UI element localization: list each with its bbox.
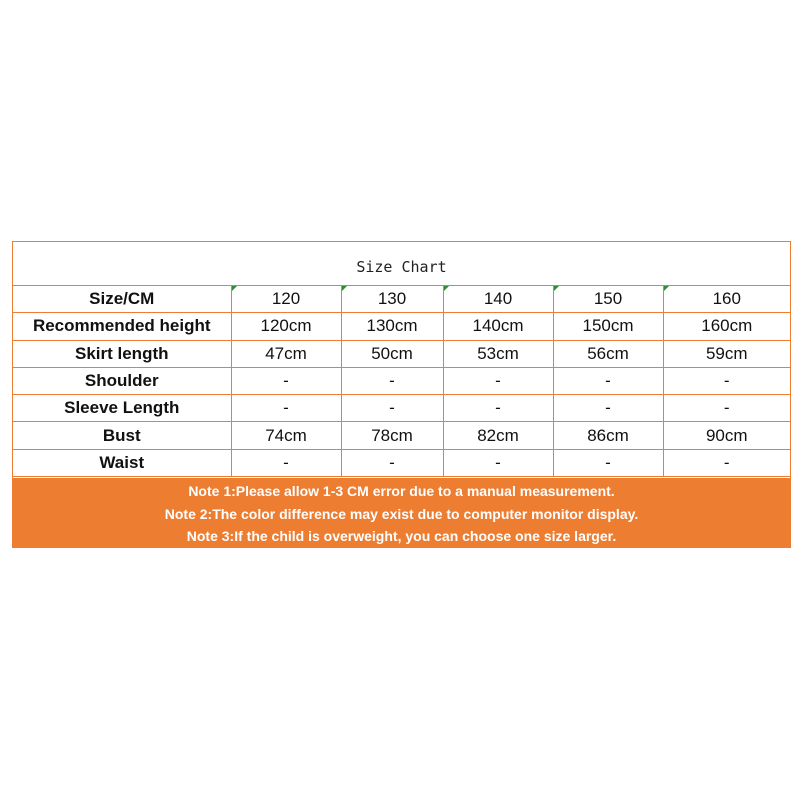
table-row-bust [13, 422, 790, 449]
table-cell: - [341, 367, 443, 394]
note-2: Note 2:The color difference may exist due to computer monitor display. [164, 505, 639, 522]
cell-corner-marker [232, 286, 237, 291]
table-cell: - [663, 395, 790, 422]
table-cell: 90cm [663, 422, 790, 449]
table-cell: - [341, 449, 443, 476]
cell-corner-marker [444, 286, 449, 291]
table-cell: - [231, 449, 341, 476]
table-cell: 59cm [663, 340, 790, 367]
table-cell: 120 [271, 289, 301, 309]
table-cell: 160cm [663, 313, 790, 340]
cell-corner-marker [554, 286, 559, 291]
table-cell: - [231, 395, 341, 422]
table-cell: 140cm [443, 313, 553, 340]
table-cell: 130cm [341, 313, 443, 340]
table-cell: 140 [483, 289, 513, 309]
row-label: Shoulder [13, 367, 231, 394]
table-cell: 56cm [553, 340, 663, 367]
table-cell: - [443, 395, 553, 422]
row-label: Skirt length [13, 340, 231, 367]
size-chart [12, 241, 791, 548]
table-cell: - [443, 449, 553, 476]
note-1: Note 1:Please allow 1-3 CM error due to a manual measurement. [188, 483, 615, 499]
note-3: Note 3:If the child is overweight, you can choose one size larger. [186, 528, 617, 544]
table-row-skirt-length [13, 340, 790, 367]
row-label: Recommended height [13, 313, 231, 340]
size-table [13, 286, 790, 477]
table-cell: - [553, 395, 663, 422]
table-cell: 130 [377, 289, 407, 309]
table-row-waist [13, 449, 790, 476]
table-cell: 86cm [553, 422, 663, 449]
table-row-sleeve-length [13, 395, 790, 422]
table-cell: 47cm [231, 340, 341, 367]
table-cell: 82cm [443, 422, 553, 449]
table-cell: 150cm [553, 313, 663, 340]
row-label: Size/CM [13, 286, 231, 313]
row-label: Bust [13, 422, 231, 449]
table-cell: 53cm [443, 340, 553, 367]
row-label: Sleeve Length [13, 395, 231, 422]
table-row-recommended-height [13, 313, 790, 340]
table-cell: - [231, 367, 341, 394]
table-cell: 50cm [341, 340, 443, 367]
table-cell: 150 [593, 289, 623, 309]
notes-banner [13, 478, 790, 547]
cell-corner-marker [664, 286, 669, 291]
table-cell: - [553, 367, 663, 394]
table-cell: - [663, 449, 790, 476]
table-cell: 78cm [341, 422, 443, 449]
row-label: Waist [13, 449, 231, 476]
table-row-shoulder [13, 367, 790, 394]
table-cell: 160 [712, 289, 741, 309]
table-cell: 120cm [231, 313, 341, 340]
table-cell: - [341, 395, 443, 422]
table-cell: 74cm [231, 422, 341, 449]
table-row-size [13, 286, 790, 313]
table-cell: - [553, 449, 663, 476]
table-cell: - [443, 367, 553, 394]
table-cell: - [663, 367, 790, 394]
cell-corner-marker [342, 286, 347, 291]
chart-title: Size Chart [13, 242, 790, 286]
